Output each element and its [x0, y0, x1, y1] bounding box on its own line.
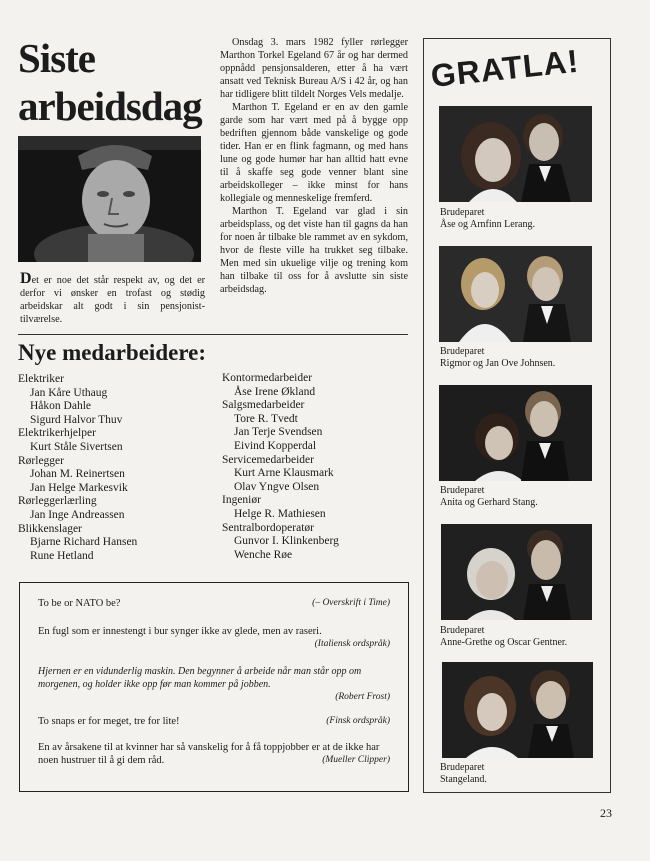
- staff-group: [18, 455, 218, 496]
- staff-role: Blikkenslager: [18, 522, 82, 535]
- caption-dropcap: D: [20, 270, 32, 287]
- quote-text: En av årsakene til at kvinner har så vanskelig for å få toppjobber er at de ikke har noen hustruer til å gi dem råd.: [38, 742, 380, 766]
- staff-person: Rune Hetland: [30, 549, 94, 562]
- quote-box: [19, 582, 409, 792]
- caption-label: Brudeparet: [440, 625, 485, 636]
- quote-source: (Italiensk ordspråk): [314, 639, 390, 649]
- article-paragraph: Marthon T. Egeland er en av den gamle garde som har vært med på å bygge opp bedriften gjennom både vanskelige og gode tider. Han er en flink fagmann, og med hans lune og gode humør har han alltid hatt evne til å skaffe seg gode venner blant sine arbeidskolleger – ikke minst for hans kollegiale og menneskelige fremferd.: [220, 102, 408, 204]
- staff-person: Jan Kåre Uthaug: [30, 386, 108, 399]
- worker-portrait-photo: [18, 136, 201, 262]
- staff-role: Rørleggerlærling: [18, 495, 97, 508]
- staff-person: Helge R. Mathiesen: [234, 507, 326, 520]
- staff-group: [222, 494, 412, 521]
- wedding-photo: [442, 662, 593, 758]
- staff-person: Johan M. Reinertsen: [30, 468, 125, 481]
- quote-source: (– Overskrift i Time): [312, 598, 390, 608]
- wedding-photo: [439, 385, 592, 481]
- caption-names: Anne-Grethe og Oscar Gentner.: [440, 636, 568, 648]
- staff-role: Elektrikerhjelper: [18, 427, 96, 440]
- staff-list-right: [222, 372, 412, 562]
- staff-person: Åse Irene Økland: [234, 385, 316, 398]
- quote-text: Hjernen er en vidunderlig maskin. Den begynner å arbeide når man står opp om morgenen, og holder ikke opp før man kommer på jobben.: [38, 666, 362, 690]
- staff-group: [18, 427, 218, 454]
- caption-names: Anita og Gerhard Stang.: [440, 496, 538, 508]
- staff-person: Kurt Arne Klausmark: [234, 467, 334, 480]
- article-paragraph: Onsdag 3. mars 1982 fyller rørlegger Marthon Torkel Egeland 67 år og har dermed oppnådd pensjonsalderen, etter å ha vært ansatt ved Teknisk Bureau A/S i 42 år, og han har tidligere blitt tildelt Norges Vels medalje.: [220, 37, 408, 100]
- staff-group: [18, 523, 218, 564]
- staff-group: [222, 454, 412, 495]
- quote-item: [38, 715, 390, 728]
- article-title-line1: Siste: [18, 35, 95, 81]
- congratulations-heading: GRATLA!: [429, 42, 581, 95]
- staff-role: Kontormedarbeider: [222, 372, 313, 384]
- article-title: [18, 34, 208, 130]
- wedding-caption: [440, 625, 590, 648]
- staff-list-left: [18, 373, 218, 563]
- caption-label: Brudeparet: [440, 346, 485, 357]
- quote-text: En fugl som er innestengt i bur synger ikke av glede, men av raseri.: [38, 626, 322, 637]
- staff-person: Tore R. Tvedt: [234, 412, 298, 425]
- staff-group: [18, 373, 218, 427]
- article-title-line2: arbeidsdag: [18, 83, 202, 129]
- wedding-caption: [440, 485, 590, 508]
- caption-label: Brudeparet: [440, 207, 485, 218]
- caption-text: et er noe det står respekt av, og det er derfor vi ønsker en trofast og stødig arbeidskar alt godt i sin pensjonist-tilværelse.: [20, 275, 205, 325]
- staff-group: [222, 522, 412, 563]
- quote-source: (Mueller Clipper): [322, 755, 390, 765]
- staff-group: [18, 495, 218, 522]
- quote-item: [38, 597, 390, 610]
- caption-names: Rigmor og Jan Ove Johnsen.: [440, 357, 556, 369]
- quote-text: To be or NATO be?: [38, 598, 121, 609]
- staff-person: Håkon Dahle: [30, 400, 91, 413]
- wedding-caption: [440, 207, 590, 230]
- staff-person: Jan Inge Andreassen: [30, 508, 125, 521]
- wedding-photo: [439, 106, 592, 202]
- staff-group: [222, 399, 412, 453]
- quote-item: [38, 665, 390, 704]
- staff-person: Olav Yngve Olsen: [234, 480, 320, 493]
- staff-role: Salgsmedarbeider: [222, 399, 305, 412]
- quote-text: To snaps er for meget, tre for lite!: [38, 716, 180, 727]
- staff-role: Ingeniør: [222, 494, 261, 507]
- article-paragraph: Marthon T. Egeland var glad i sin arbeidsplass, og det viste han til gagns da han for noen år tilbake ble rammet av en sykdom, hvor de fleste ville ha trukket seg tilbake. Men med sin ukuelige vilje og trening kom han tilbake til oss for å avslutte sin siste arbeidsdag.: [220, 206, 408, 295]
- wedding-photo: [441, 524, 592, 620]
- wedding-photo: [439, 246, 592, 342]
- staff-role: Servicemedarbeider: [222, 453, 314, 466]
- staff-heading: Nye medarbeidere:: [18, 340, 206, 365]
- staff-person: Jan Helge Markesvik: [30, 481, 128, 494]
- article-body: [220, 36, 408, 296]
- quote-item: [38, 625, 390, 651]
- staff-person: Eivind Kopperdal: [234, 439, 317, 452]
- staff-person: Kurt Ståle Sivertsen: [30, 440, 123, 453]
- caption-label: Brudeparet: [440, 485, 485, 496]
- caption-names: Stangeland.: [440, 773, 487, 785]
- caption-label: Brudeparet: [440, 762, 485, 773]
- quote-source: (Robert Frost): [335, 692, 390, 702]
- staff-role: Sentralbordoperatør: [222, 521, 314, 534]
- wedding-caption: [440, 346, 590, 369]
- staff-role: Rørlegger: [18, 454, 64, 467]
- staff-person: Jan Terje Svendsen: [234, 426, 323, 439]
- staff-group: [222, 372, 412, 399]
- staff-role: Elektriker: [18, 373, 64, 385]
- quote-source: (Finsk ordspråk): [326, 716, 390, 726]
- page-number: 23: [600, 806, 612, 820]
- staff-person: Bjarne Richard Hansen: [30, 536, 138, 549]
- wedding-caption: [440, 762, 590, 785]
- caption-names: Åse og Arnfinn Lerang.: [440, 218, 535, 230]
- staff-person: Wenche Røe: [234, 548, 293, 561]
- staff-person: Sigurd Halvor Thuv: [30, 413, 123, 426]
- article-caption: [20, 272, 205, 326]
- staff-person: Gunvor I. Klinkenberg: [234, 535, 339, 548]
- section-divider: [18, 334, 408, 335]
- quote-item: [38, 741, 390, 767]
